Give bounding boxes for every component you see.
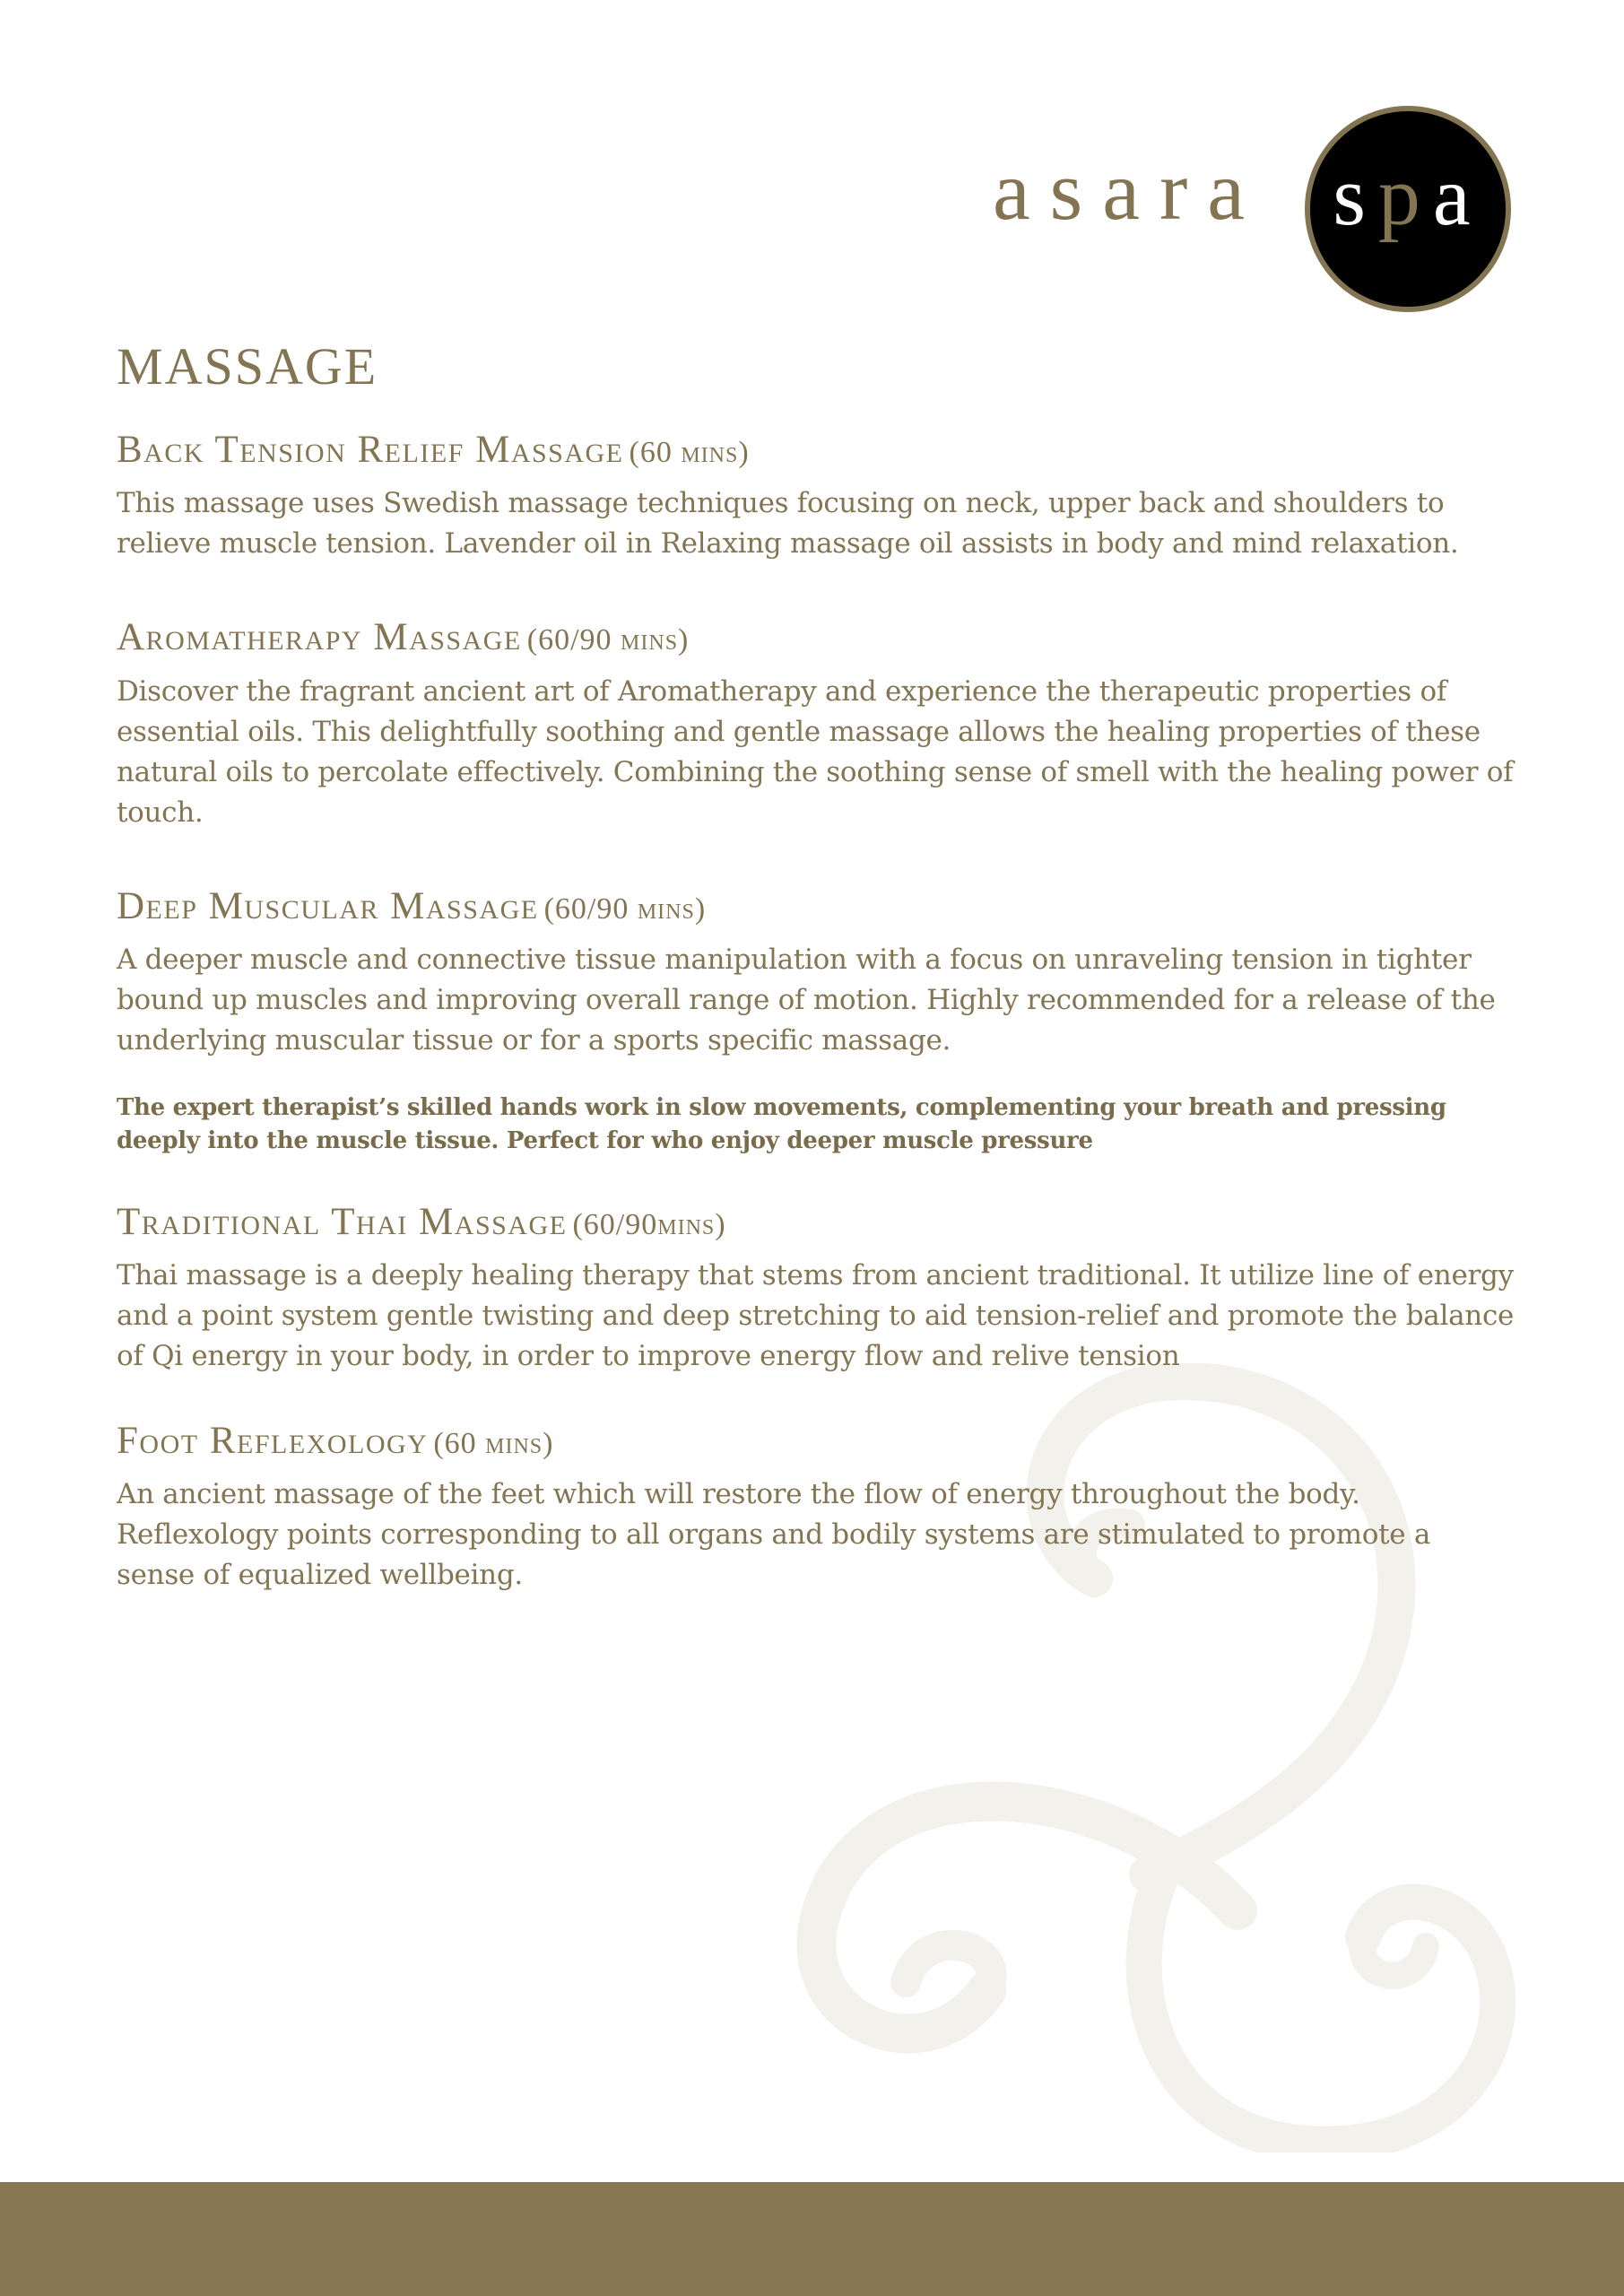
asara-spa-logo xyxy=(992,106,1511,312)
swirl-lower-arc xyxy=(1144,1866,1498,2144)
treatment-description: A deeper muscle and connective tissue manipulation with a focus on unraveling tension in tighter bound up muscles and improving overall range of motion. Highly recommended for a release of the underlying muscular tissue or for a sports specific massage. xyxy=(117,943,1496,1057)
menu-content xyxy=(117,337,1515,1648)
section-heading xyxy=(117,885,1515,927)
treatment-description: This massage uses Swedish massage techniques focusing on neck, upper back and shoulders to relieve muscle tension. Lavender oil in Relaxing massage oil assists in body and mind relaxation. xyxy=(117,487,1459,561)
treatment-description: Discover the fragrant ancient art of Aromatherapy and experience the therapeutic properties of essential oils. This delightfully soothing and gentle massage allows the healing properties of these natural oils to percolate effectively. Combining the soothing sense of smell with the healing power of touch. xyxy=(117,674,1514,829)
logo-circle-text xyxy=(1310,150,1506,243)
treatment-name: Traditional Thai Massage xyxy=(117,1200,568,1243)
logo-circle xyxy=(1305,106,1511,312)
swirl-lower-curl xyxy=(1362,1937,1426,1976)
treatment-name: Deep Muscular Massage xyxy=(117,884,539,927)
section-heading xyxy=(117,429,1515,471)
logo-word: asara xyxy=(992,144,1264,238)
treatment-note: The expert therapist’s skilled hands work in slow movements, complementing your breath and pressing deeply into the muscle tissue. Perfect for who enjoy deeper muscle pressure xyxy=(117,1093,1446,1154)
section-heading xyxy=(117,616,1515,658)
section-foot-reflexology xyxy=(117,1420,1515,1596)
treatment-description: An ancient massage of the feet which will restore the flow of energy throughout the body. Reflexology points corresponding to all organs and bodily systems are stimulated to promote a sense of equalized wellbeing. xyxy=(117,1478,1431,1592)
treatment-description: Thai massage is a deeply healing therapy that stems from ancient traditional. It utilize line of energy and a point system gentle twisting and deep stretching to aid tension-relief and promote the balance of Qi energy in your body, in order to improve energy flow and relive tension xyxy=(117,1259,1515,1373)
logo-letter-s: s xyxy=(1333,150,1378,243)
section-traditional-thai xyxy=(117,1201,1515,1377)
treatment-name: Aromatherapy Massage xyxy=(117,616,522,659)
treatment-name: Back Tension Relief Massage xyxy=(117,429,624,471)
section-aromatherapy xyxy=(117,616,1515,832)
treatment-name: Foot Reflexology xyxy=(117,1420,429,1463)
logo-letter-p: p xyxy=(1377,150,1433,243)
treatment-duration: (60/90 mins) xyxy=(543,891,707,926)
section-heading xyxy=(117,1420,1515,1462)
treatment-duration: (60/90 mins) xyxy=(526,623,690,657)
treatment-duration: (60/90mins) xyxy=(572,1207,726,1241)
treatment-duration: (60 mins) xyxy=(433,1427,554,1461)
section-heading xyxy=(117,1201,1515,1243)
page-title: MASSAGE xyxy=(117,337,378,396)
logo-letter-a: a xyxy=(1432,150,1483,243)
swirl-left-arc xyxy=(816,1801,1238,2033)
treatment-duration: (60 mins) xyxy=(629,436,750,469)
footer-band xyxy=(0,2182,1624,2296)
section-deep-muscular xyxy=(117,885,1515,1158)
section-back-tension-relief xyxy=(117,429,1515,564)
swirl-left-curl xyxy=(906,1945,992,1991)
